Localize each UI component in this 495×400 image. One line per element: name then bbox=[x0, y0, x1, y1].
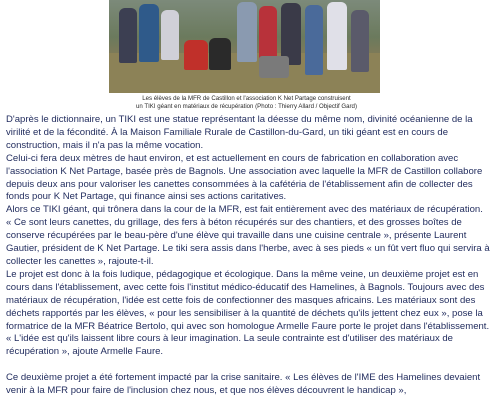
article-paragraph: D'après le dictionnaire, un TIKI est une statue représentant la déesse du même nom, divinité océanienne de la virilité et de la fécondité. À la Maison Familiale Rurale de Castillon-du-Gard, un tiki géant est en cours de construction, mais il n'a pas la même vocation. bbox=[6, 114, 473, 151]
photo-figure bbox=[351, 10, 369, 72]
article-paragraph: Ce deuxième projet a été fortement impacté par la crise sanitaire. « Les élèves de l'IME des Hamelines devaient venir à la MFR pour faire de l'inclusion chez nous, et que nos élèves découvrent le handicap », bbox=[6, 372, 481, 397]
caption-line: Les élèves de la MFR de Castillon et l'association K Net Partage construisent bbox=[142, 95, 351, 102]
article-paragraph: Le projet est donc à la fois ludique, pédagogique et écologique. Dans la même veine, un deuxième projet est en cours dans l'établissement, avec cette fois l'institut médico-éducatif des Hamelines, à Bagnols. Toujours avec des matériaux de récupération, l'idée est cette fois de confectionner des masques africains. Les matériaux sont des déchets rapportés par les élèves, « pour les sensibiliser à la quantité de déchets qu'ils jettent chez eux », pose la formatrice de la MFR Béatrice Bertolo, qui avec son homologue Armelle Faure porte le projet dans l'établissement. « L'idée est qu'ils laissent libre cours à leur imagination. La seule contrainte est d'utiliser des matériaux de récupération », ajoute Armelle Faure. bbox=[6, 268, 490, 358]
photo-figure bbox=[161, 10, 179, 60]
photo-caption bbox=[109, 95, 384, 111]
photo-figure bbox=[139, 4, 159, 62]
photo-figure bbox=[119, 8, 137, 63]
article-paragraph: Celui-ci fera deux mètres de haut environ, et est actuellement en cours de fabrication en collaboration avec l'association K Net Partage, basée près de Bagnols. Une association avec laquelle la MFR de Castillon collabore depuis deux ans pour valoriser les canettes consommées à la cafétéria de l'établissement afin de collecter des fonds pour K Net Partage, qui finance ainsi ses actions caritatives. bbox=[6, 152, 483, 203]
photo-figure bbox=[259, 6, 277, 62]
article-photo bbox=[109, 0, 380, 93]
article-body bbox=[6, 114, 490, 398]
photo-figure bbox=[184, 40, 208, 70]
article-paragraph: Alors ce TIKI géant, qui trônera dans la cour de la MFR, est fait entièrement avec des matériaux de récupération. « Ce sont leurs canettes, du grillage, des fers à béton récupérés sur des chantiers, et des grosses boîtes de conserve récupérées par le beau-père d'une élève qui travaille dans une cuisine centrale », présente Laurent Gautier, président de K Net Partage. Le tiki sera assis dans l'herbe, avec à ses pieds « un fût vert fluo qui servira à collecter les canettes », rajoute-t-il. bbox=[6, 204, 490, 267]
caption-line: un TIKI géant en matériaux de récupération (Photo : Thierry Allard / Objectif Gard) bbox=[136, 103, 357, 110]
tiki-sculpture bbox=[259, 56, 289, 78]
photo-figure bbox=[209, 38, 231, 70]
photo-figure bbox=[305, 5, 323, 75]
photo-figure bbox=[327, 2, 347, 70]
photo-figure bbox=[237, 2, 257, 62]
